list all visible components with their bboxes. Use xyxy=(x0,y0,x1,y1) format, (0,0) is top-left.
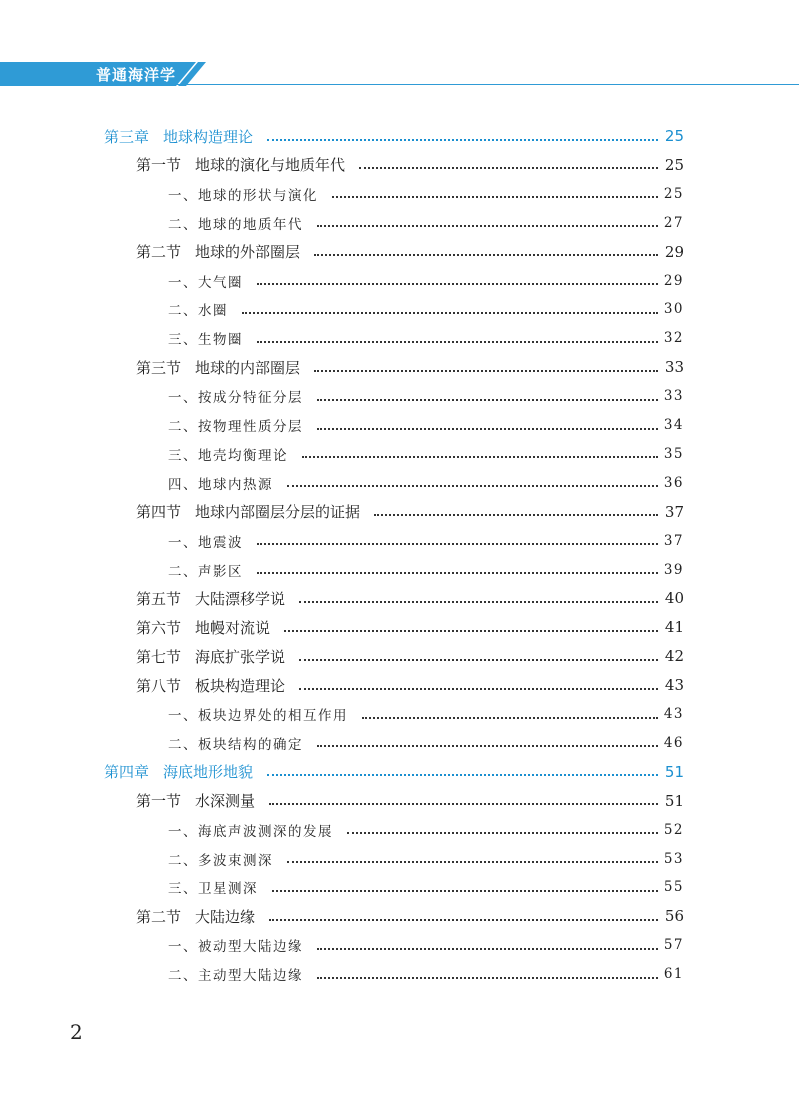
dot-leader xyxy=(267,773,658,776)
toc-entry-sub[interactable] xyxy=(168,529,684,553)
dot-leader xyxy=(317,398,658,401)
toc-entry-page: 53 xyxy=(663,850,684,867)
toc-entry-page: 41 xyxy=(664,618,684,637)
toc-entry-label xyxy=(168,213,317,233)
toc-entry-sub[interactable] xyxy=(168,702,684,726)
toc-entry-label xyxy=(136,154,359,175)
toc-entry-number: 第一节 xyxy=(136,792,182,811)
toc-entry-label xyxy=(168,299,242,319)
toc-entry-title: 多波束测深 xyxy=(198,852,273,869)
toc-entry-title: 地球内热源 xyxy=(198,476,273,493)
toc-entry-label xyxy=(168,473,287,493)
toc-entry-label xyxy=(168,271,257,291)
toc-entry-page: 25 xyxy=(664,127,684,145)
toc-entry-sub[interactable] xyxy=(168,471,684,495)
toc-entry-title: 水深测量 xyxy=(195,792,256,811)
dot-leader xyxy=(299,600,658,603)
toc-entry-section[interactable] xyxy=(136,673,684,697)
toc-entry-sub[interactable] xyxy=(168,442,684,466)
toc-entry-number: 二、 xyxy=(168,216,198,233)
toc-entry-page: 52 xyxy=(663,821,684,838)
toc-entry-title: 海底地形地貌 xyxy=(163,763,254,782)
toc-entry-page: 56 xyxy=(664,907,684,926)
dot-leader xyxy=(332,195,658,198)
toc-entry-title: 地球的演化与地质年代 xyxy=(195,156,346,175)
toc-entry-number: 一、 xyxy=(168,823,198,840)
toc-entry-number: 第三节 xyxy=(136,358,182,377)
toc-entry-number: 一、 xyxy=(168,708,198,724)
toc-entry-number: 四、 xyxy=(168,476,198,493)
toc-entry-number: 第八节 xyxy=(136,676,182,695)
toc-entry-label xyxy=(136,675,299,696)
toc-entry-page: 34 xyxy=(663,417,684,433)
toc-entry-page: 33 xyxy=(664,358,684,377)
toc-entry-section[interactable] xyxy=(136,153,684,177)
toc-entry-title: 板块边界处的相互作用 xyxy=(198,708,348,724)
dot-leader xyxy=(242,311,658,314)
toc-entry-page: 29 xyxy=(663,272,684,289)
toc-entry-label xyxy=(136,357,314,378)
dot-leader xyxy=(269,802,658,805)
toc-entry-sub[interactable] xyxy=(168,731,684,755)
toc-entry-label xyxy=(168,849,287,869)
toc-entry-title: 地壳均衡理论 xyxy=(198,447,288,464)
toc-entry-label xyxy=(136,241,314,262)
toc-entry-number: 第二节 xyxy=(136,243,182,262)
toc-entry-page: 37 xyxy=(663,532,684,549)
toc-entry-title: 板块结构的确定 xyxy=(198,736,303,753)
toc-entry-page: 30 xyxy=(663,301,684,318)
toc-entry-label xyxy=(168,328,257,348)
toc-entry-title: 主动型大陆边缘 xyxy=(198,968,303,985)
toc-entry-number: 二、 xyxy=(168,303,198,320)
dot-leader xyxy=(272,889,658,892)
toc-entry-page: 27 xyxy=(663,214,684,231)
toc-entry-number: 第七节 xyxy=(136,647,182,666)
dot-leader xyxy=(257,571,658,574)
toc-entry-title: 地球的外部圈层 xyxy=(195,243,301,262)
toc-entry-page: 43 xyxy=(664,676,684,695)
toc-entry-page: 39 xyxy=(663,561,684,578)
toc-entry-number: 一、 xyxy=(168,534,198,551)
toc-entry-label xyxy=(104,761,267,782)
toc-entry-number: 第三章 xyxy=(104,127,150,146)
dot-leader xyxy=(287,860,658,863)
toc-entry-sub[interactable] xyxy=(168,269,684,293)
dot-leader xyxy=(257,542,658,545)
toc-entry-title: 大气圈 xyxy=(198,274,243,291)
toc-entry-sub[interactable] xyxy=(168,297,684,321)
toc-entry-section[interactable] xyxy=(136,355,684,379)
toc-entry-sub[interactable] xyxy=(168,847,684,871)
toc-entry-label xyxy=(168,820,347,840)
page-number: 2 xyxy=(70,1020,83,1044)
toc-entry-label xyxy=(136,617,284,638)
toc-entry-label xyxy=(168,877,272,897)
toc-entry-label xyxy=(168,733,317,753)
toc-entry-page: 55 xyxy=(663,879,684,896)
dot-leader xyxy=(302,455,658,458)
toc-entry-number: 一、 xyxy=(168,390,198,407)
dot-leader xyxy=(317,744,658,747)
toc-entry-sub[interactable] xyxy=(168,211,684,235)
dot-leader xyxy=(314,253,658,256)
toc-entry-number: 三、 xyxy=(168,332,198,349)
toc-entry-section[interactable] xyxy=(136,586,684,610)
toc-entry-page: 33 xyxy=(663,388,684,405)
toc-entry-sub[interactable] xyxy=(168,962,684,986)
toc-entry-sub[interactable] xyxy=(168,326,684,350)
toc-entry-label xyxy=(136,501,374,522)
toc-entry-number: 第一节 xyxy=(136,156,182,175)
toc-entry-page: 25 xyxy=(664,155,684,174)
toc-entry-number: 二、 xyxy=(168,852,198,869)
toc-entry-number: 二、 xyxy=(168,968,198,985)
toc-entry-label xyxy=(168,444,302,464)
toc-entry-title: 地球构造理论 xyxy=(163,127,254,146)
toc-entry-label xyxy=(168,386,317,406)
toc-entry-label xyxy=(136,906,269,927)
dot-leader xyxy=(362,716,658,719)
toc-entry-title: 声影区 xyxy=(198,563,243,580)
toc-entry-title: 大陆边缘 xyxy=(195,907,256,926)
toc-entry-sub[interactable] xyxy=(168,875,684,899)
toc-entry-sub[interactable] xyxy=(168,818,684,842)
dot-leader xyxy=(267,138,658,141)
toc-entry-section[interactable] xyxy=(136,240,684,264)
toc-entry-title: 按物理性质分层 xyxy=(198,419,303,435)
page-header xyxy=(0,0,799,96)
toc-entry-number: 第四节 xyxy=(136,503,182,522)
toc-entry-title: 卫星测深 xyxy=(198,881,258,898)
toc-entry-title: 生物圈 xyxy=(198,332,243,349)
toc-entry-number: 一、 xyxy=(168,187,198,204)
dot-leader xyxy=(374,513,658,516)
dot-leader xyxy=(287,484,658,487)
toc-entry-number: 第五节 xyxy=(136,589,182,608)
toc-entry-page: 35 xyxy=(663,445,684,462)
toc-entry-label xyxy=(136,646,299,667)
toc-entry-label xyxy=(168,935,317,955)
toc-entry-number: 三、 xyxy=(168,881,198,898)
toc-entry-label xyxy=(168,704,362,724)
toc-entry-label xyxy=(136,790,269,811)
dot-leader xyxy=(299,658,658,661)
toc-entry-section[interactable] xyxy=(136,644,684,668)
toc-entry-title: 地幔对流说 xyxy=(195,618,271,637)
toc-entry-number: 第六节 xyxy=(136,618,182,637)
toc-entry-title: 海底扩张学说 xyxy=(195,647,286,666)
toc-entry-page: 25 xyxy=(663,185,684,202)
toc-entry-section[interactable] xyxy=(136,904,684,928)
toc-entry-chapter[interactable] xyxy=(104,760,684,784)
toc-entry-title: 板块构造理论 xyxy=(195,676,286,695)
toc-entry-page: 43 xyxy=(663,706,684,722)
toc-entry-number: 二、 xyxy=(168,419,198,435)
toc-entry-page: 57 xyxy=(663,937,684,954)
toc-entry-section[interactable] xyxy=(136,500,684,524)
dot-leader xyxy=(317,427,658,430)
book-title: 普通海洋学 xyxy=(96,66,177,84)
dot-leader xyxy=(359,166,658,169)
toc-entry-title: 地震波 xyxy=(198,534,243,551)
toc-entry-title: 地球的形状与演化 xyxy=(198,187,318,204)
dot-leader xyxy=(317,947,658,950)
toc-entry-number: 第四章 xyxy=(104,763,150,782)
toc-entry-title: 地球内部圈层分层的证据 xyxy=(195,503,361,522)
toc-entry-label xyxy=(168,560,257,580)
toc-entry-section[interactable] xyxy=(136,789,684,813)
toc-entry-title: 被动型大陆边缘 xyxy=(198,939,303,956)
toc-entry-page: 61 xyxy=(663,966,684,983)
dot-leader xyxy=(317,224,658,227)
toc-entry-title: 按成分特征分层 xyxy=(198,390,303,407)
toc-entry-label xyxy=(104,126,267,147)
toc-entry-page: 51 xyxy=(664,791,684,810)
toc-entry-number: 一、 xyxy=(168,939,198,956)
toc-entry-page: 36 xyxy=(663,474,684,491)
toc-entry-section[interactable] xyxy=(136,615,684,639)
toc-entry-page: 51 xyxy=(664,762,684,781)
toc-entry-sub[interactable] xyxy=(168,384,684,408)
dot-leader xyxy=(257,282,658,285)
toc-entry-label xyxy=(168,184,332,204)
toc-entry-label xyxy=(168,415,317,435)
toc-entry-label xyxy=(168,964,317,984)
toc-entry-page: 29 xyxy=(664,242,684,261)
dot-leader xyxy=(317,976,658,979)
dot-leader xyxy=(299,687,658,690)
toc-entry-page: 40 xyxy=(664,589,684,608)
toc-entry-title: 地球的地质年代 xyxy=(198,216,303,233)
toc-entry-chapter[interactable] xyxy=(104,124,684,148)
toc-entry-number: 二、 xyxy=(168,563,198,580)
dot-leader xyxy=(347,831,658,834)
toc-entry-sub[interactable] xyxy=(168,182,684,206)
toc-entry-label xyxy=(136,588,299,609)
toc-entry-page: 32 xyxy=(663,330,684,347)
toc-entry-title: 水圈 xyxy=(198,303,228,320)
toc-entry-page: 42 xyxy=(664,647,684,666)
toc-entry-sub[interactable] xyxy=(168,933,684,957)
toc-entry-title: 地球的内部圈层 xyxy=(195,358,301,377)
toc-entry-sub[interactable] xyxy=(168,413,684,437)
toc-entry-sub[interactable] xyxy=(168,558,684,582)
dot-leader xyxy=(269,918,658,921)
toc-entry-page: 37 xyxy=(664,502,684,521)
toc-entry-number: 三、 xyxy=(168,447,198,464)
dot-leader xyxy=(257,340,658,343)
toc-entry-title: 海底声波测深的发展 xyxy=(198,823,333,840)
dot-leader xyxy=(314,369,658,372)
toc-entry-page: 46 xyxy=(663,734,684,751)
toc-entry-title: 大陆漂移学说 xyxy=(195,589,286,608)
toc-entry-number: 第二节 xyxy=(136,907,182,926)
dot-leader xyxy=(284,629,658,632)
toc-entry-label xyxy=(168,531,257,551)
toc-entry-number: 二、 xyxy=(168,736,198,753)
toc-entry-number: 一、 xyxy=(168,274,198,291)
